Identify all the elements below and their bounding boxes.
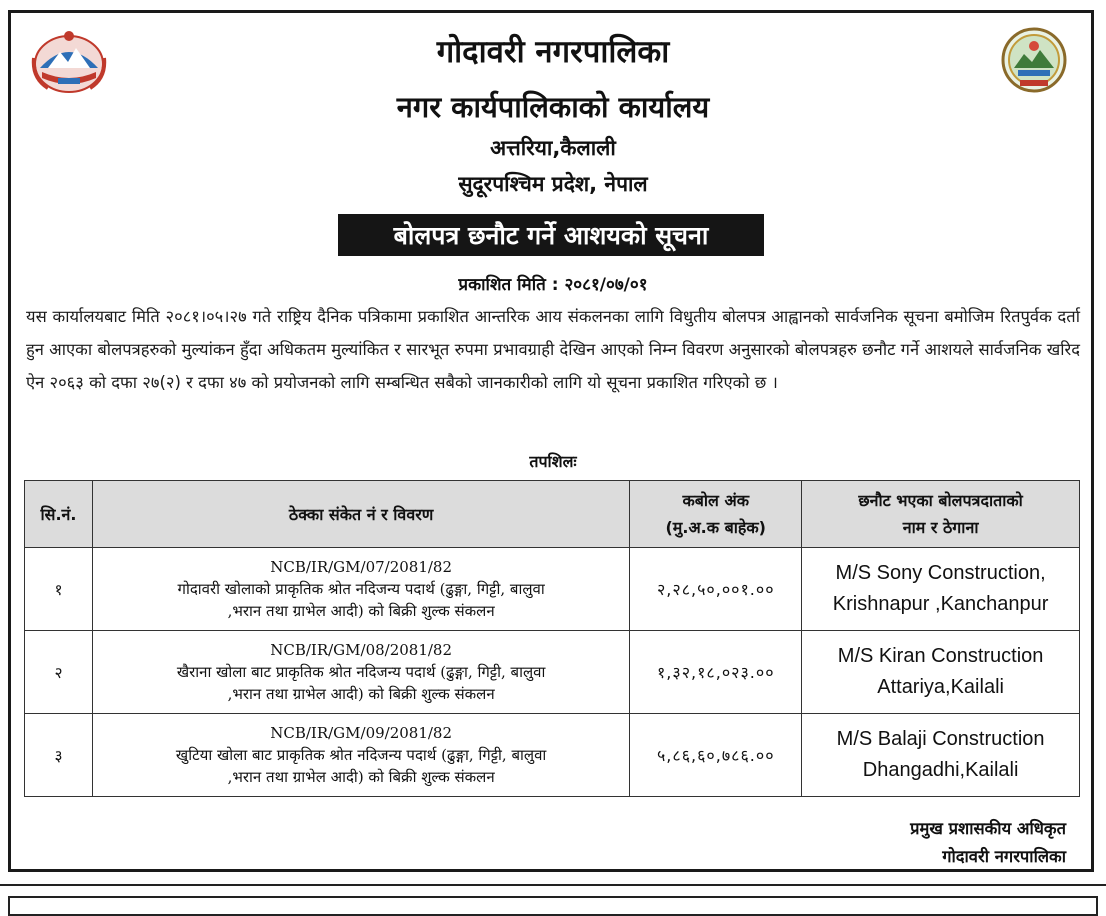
- divider: [0, 884, 1106, 886]
- header-amount-line2: (मु.अ.क बाहेक): [665, 518, 766, 537]
- published-label: प्रकाशित मिति :: [458, 275, 559, 295]
- province-name: सुदूरपश्चिम प्रदेश, नेपाल: [458, 172, 648, 196]
- header-amount: [630, 481, 802, 548]
- table-row: [25, 714, 1080, 797]
- description-line1: गोदावरी खोलाको प्राकृतिक श्रोत नदिजन्य पदार्थ (ढुङ्गा, गिट्टी, बालुवा: [177, 580, 545, 598]
- header-description: ठेक्का संकेत नं र विवरण: [92, 481, 629, 548]
- published-date: [0, 272, 1106, 295]
- bidder-name: M/S Balaji Construction: [836, 728, 1045, 750]
- row-amount: २,२८,५०,००१.००: [630, 548, 802, 631]
- header-sn: सि.नं.: [25, 481, 93, 548]
- contract-code: NCB/IR/GM/09/2081/82: [270, 724, 453, 742]
- signatory-office: गोदावरी नगरपालिका: [942, 847, 1066, 866]
- header-amount-line1: कबोल अंक: [682, 491, 749, 510]
- table-row: [25, 631, 1080, 714]
- row-bidder: [802, 631, 1080, 714]
- description-line1: खैराना खोला बाट प्राकृतिक श्रोत नदिजन्य पदार्थ (ढुङ्गा, गिट्टी, बालुवा: [176, 663, 546, 681]
- row-description: [92, 714, 629, 797]
- header-bidder-line1: छनौट भएका बोलपत्रदाताको: [858, 491, 1023, 510]
- row-description: [92, 631, 629, 714]
- header-bidder: [802, 481, 1080, 548]
- row-sn: २: [25, 631, 93, 714]
- next-notice-border: [8, 896, 1098, 916]
- municipality-name: गोदावरी नगरपालिका: [436, 34, 670, 70]
- description-line2: ,भरान तथा ग्राभेल आदी) को बिक्री शुल्क संकलन: [227, 685, 495, 703]
- row-bidder: [802, 548, 1080, 631]
- schedule-heading: तपशिलः: [529, 452, 577, 471]
- office-address: अत्तरिया,कैलाली: [490, 136, 616, 160]
- row-sn: १: [25, 548, 93, 631]
- bidder-address: Attariya,Kailali: [877, 676, 1004, 698]
- row-sn: ३: [25, 714, 93, 797]
- bidder-name: M/S Kiran Construction: [837, 645, 1044, 667]
- description-line2: ,भरान तथा ग्राभेल आदी) को बिक्री शुल्क संकलन: [227, 768, 495, 786]
- bid-table: [24, 480, 1080, 797]
- row-bidder: [802, 714, 1080, 797]
- table-header-row: [25, 481, 1080, 548]
- row-amount: ५,८६,६०,७८६.००: [630, 714, 802, 797]
- description-line2: ,भरान तथा ग्राभेल आदी) को बिक्री शुल्क संकलन: [227, 602, 495, 620]
- bidder-address: Dhangadhi,Kailali: [862, 759, 1019, 781]
- published-date-value: २०८१/०७/०१: [564, 275, 648, 295]
- office-name: नगर कार्यपालिकाको कार्यालय: [396, 90, 710, 124]
- description-line1: खुटिया खोला बाट प्राकृतिक श्रोत नदिजन्य पदार्थ (ढुङ्गा, गिट्टी, बालुवा: [175, 746, 547, 764]
- notice-heading: बोलपत्र छनौट गर्ने आशयको सूचना: [338, 214, 764, 256]
- notice-body: यस कार्यालयबाट मिति २०८१।०५।२७ गते राष्ट्रिय दैनिक पत्रिकामा प्रकाशित आन्तरिक आय संकलनका लागि विधुतीय बोलपत्र आह्वानको सार्वजनिक सूचना बमोजिम रितपुर्वक दर्ता हुन आएका बोलपत्रहरुको मुल्यांकन हुँदा अधिकतम मुल्यांकित र सारभूत रुपमा प्रभावग्राही देखिन आएको निम्न विवरण अनुसारको बोलपत्रहरु छनौट गर्ने आशयले सार्वजनिक खरिद ऐन २०६३ को दफा २७(२) र दफा ४७ को प्रयोजनको लागि सम्बन्धित सबैको जानकारीको लागि यो सूचना प्रकाशित गरिएको छ ।: [26, 307, 1080, 392]
- row-description: [92, 548, 629, 631]
- contract-code: NCB/IR/GM/07/2081/82: [270, 558, 453, 576]
- row-amount: १,३२,१८,०२३.००: [630, 631, 802, 714]
- bidder-name: M/S Sony Construction,: [835, 562, 1046, 584]
- table-row: [25, 548, 1080, 631]
- signatory-designation: प्रमुख प्रशासकीय अधिकृत: [910, 819, 1066, 838]
- header-bidder-line2: नाम र ठेगाना: [902, 518, 979, 537]
- bidder-address: Krishnapur ,Kanchanpur: [832, 593, 1049, 615]
- contract-code: NCB/IR/GM/08/2081/82: [270, 641, 453, 659]
